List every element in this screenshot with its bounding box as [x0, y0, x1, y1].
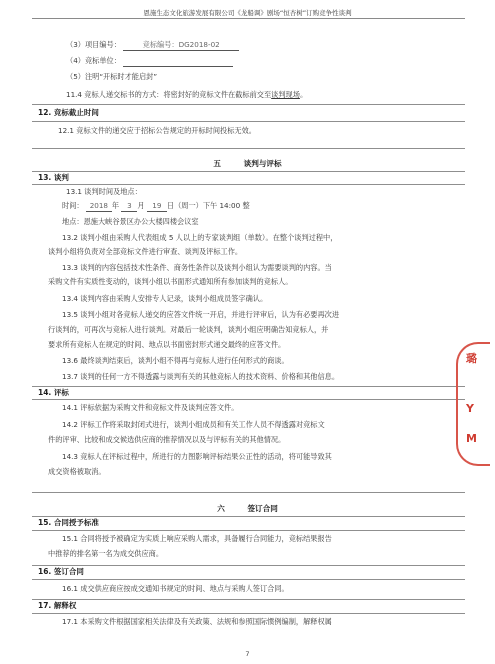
para-13-3-a: 13.3 谈判的内容包括技术性条件、商务性条件以及谈判小组认为需要谈判的内容。当 — [62, 263, 332, 272]
meeting-place: 地点：恩施大峡谷景区办公大楼四楼会议室 — [62, 217, 199, 226]
table-rule — [32, 386, 465, 387]
para-13-3-b: 采购文件有实质性变动的，谈判小组以书面形式通知所有参加谈判的竞标人。 — [48, 277, 293, 286]
table-rule — [32, 492, 465, 493]
para-11-4-text: 11.4 竞标人递交标书的方式：将密封好的竞标文件在截标前交至 — [66, 90, 272, 99]
item-3-line — [66, 40, 239, 51]
heading-13: 13. 谈判 — [38, 173, 69, 182]
heading-16: 16. 签订合同 — [38, 567, 84, 576]
table-rule — [32, 613, 465, 614]
table-rule — [32, 399, 465, 400]
heading-15: 15. 合同授予标准 — [38, 518, 99, 527]
table-rule — [32, 171, 465, 172]
para-13-5-a: 13.5 谈判小组对各竞标人递交的应答文件统一开启，并进行评审后，认为有必要再次进 — [62, 310, 340, 319]
time-label: 时间： — [62, 201, 84, 210]
time-rest: 日（周一）下午 14:00 整 — [166, 201, 250, 210]
para-13-1: 13.1 谈判时间及地点： — [66, 187, 142, 196]
table-rule — [32, 565, 465, 566]
section-5-number: 五 — [213, 159, 221, 168]
header-rule — [32, 18, 465, 19]
para-12-1: 12.1 竞标文件的递交应于招标公告规定的开标时间投标无效。 — [58, 126, 256, 135]
para-14-3-a: 14.3 竞标人在评标过程中，所进行的力图影响评标结果公正性的活动，将可能导致其 — [62, 452, 332, 461]
section-6-number: 六 — [217, 504, 225, 513]
table-rule — [32, 121, 465, 122]
para-15-1-b: 中推荐的排名第一名为成交供应商。 — [48, 549, 164, 558]
item-4-label: （4）竞标单位： — [66, 56, 121, 65]
para-13-2-a: 13.2 谈判小组由采购人代表组成 5 人以上的专家谈判组（单数）。在整个谈判过程中， — [62, 233, 338, 242]
section-6-heading — [0, 503, 495, 514]
para-14-2-b: 件的评审、比较和成交候选供应商的推荐情况以及与评标有关的其他情况。 — [48, 435, 286, 444]
table-rule — [32, 579, 465, 580]
para-14-3-b: 成交资格被取消。 — [48, 467, 106, 476]
time-day: 19 — [147, 201, 167, 212]
time-month: 3 — [121, 201, 137, 212]
stamp-char: Y — [466, 402, 474, 415]
para-11-4-place: 谈判现场 — [271, 90, 300, 99]
stamp-char: M — [466, 432, 477, 445]
page-number: 7 — [245, 650, 250, 658]
stamp-char: 璐 — [466, 352, 477, 365]
heading-17: 17. 解释权 — [38, 601, 77, 610]
para-15-1-a: 15.1 合同将授予被确定为实质上响应采购人需求，具备履行合同能力，竞标结果报告 — [62, 534, 332, 543]
section-5-title: 谈判与评标 — [243, 159, 282, 168]
heading-14: 14. 评标 — [38, 388, 69, 397]
para-13-6: 13.6 最终谈判结束后，谈判小组不得再与竞标人进行任何形式的商谈。 — [62, 356, 289, 365]
item-3-value: 竞标编号：DG2018-02 — [123, 40, 239, 51]
para-13-5-c: 要求所有竞标人在规定的时间、地点以书面密封形式递交最终的应答文件。 — [48, 340, 286, 349]
time-month-unit: 月 — [137, 201, 145, 210]
para-13-7: 13.7 谈判的任何一方不得透露与谈判有关的其他竞标人的技术资料、价格和其他信息。 — [62, 372, 340, 381]
para-11-4 — [66, 90, 307, 100]
para-13-5-b: 行谈判的，可再次与竞标人进行谈判。对最后一轮谈判，谈判小组应明确告知竞标人，并 — [48, 325, 329, 334]
para-11-4-end: 。 — [299, 90, 308, 99]
table-rule — [32, 104, 465, 105]
item-5-line: （5）注明“开标时才能启封” — [66, 72, 158, 81]
heading-12: 12. 竞标截止时间 — [38, 108, 99, 117]
para-14-1: 14.1 评标依据为采购文件和竞标文件及谈判应答文件。 — [62, 403, 239, 412]
section-6-title: 签订合同 — [247, 504, 278, 513]
item-4-line — [66, 56, 233, 67]
para-16-1: 16.1 成交供应商应按成交通知书规定的时间、地点与采购人签订合同。 — [62, 584, 289, 593]
table-rule — [32, 530, 465, 531]
table-rule — [32, 184, 465, 185]
table-rule — [32, 599, 465, 600]
item-4-blank — [123, 56, 233, 67]
para-13-4: 13.4 谈判内容由采购人安排专人记录，谈判小组成员签字确认。 — [62, 294, 268, 303]
table-rule — [32, 148, 465, 149]
meeting-time — [62, 201, 250, 212]
table-rule — [32, 516, 465, 517]
para-14-2-a: 14.2 评标工作将采取封闭式进行，谈判小组成员和有关工作人员不得透露对竞标文 — [62, 420, 325, 429]
page-header: 恩施生态文化旅游发展有限公司《龙船调》剧场“恒杏树”订购竞争性谈判 — [143, 9, 352, 17]
para-13-2-b: 谈判小组将负责对全部竞标文件进行审查、谈判及评标工作。 — [48, 247, 243, 256]
section-5-heading — [0, 158, 495, 169]
time-year-unit: 年 — [111, 201, 120, 210]
item-3-label: （3）项目编号： — [66, 40, 121, 49]
time-year: 2018 — [86, 201, 112, 212]
para-17-1: 17.1 本采购文件根据国家相关法律及有关政策、法规和参照国际惯例编制，解释权属 — [62, 617, 332, 626]
